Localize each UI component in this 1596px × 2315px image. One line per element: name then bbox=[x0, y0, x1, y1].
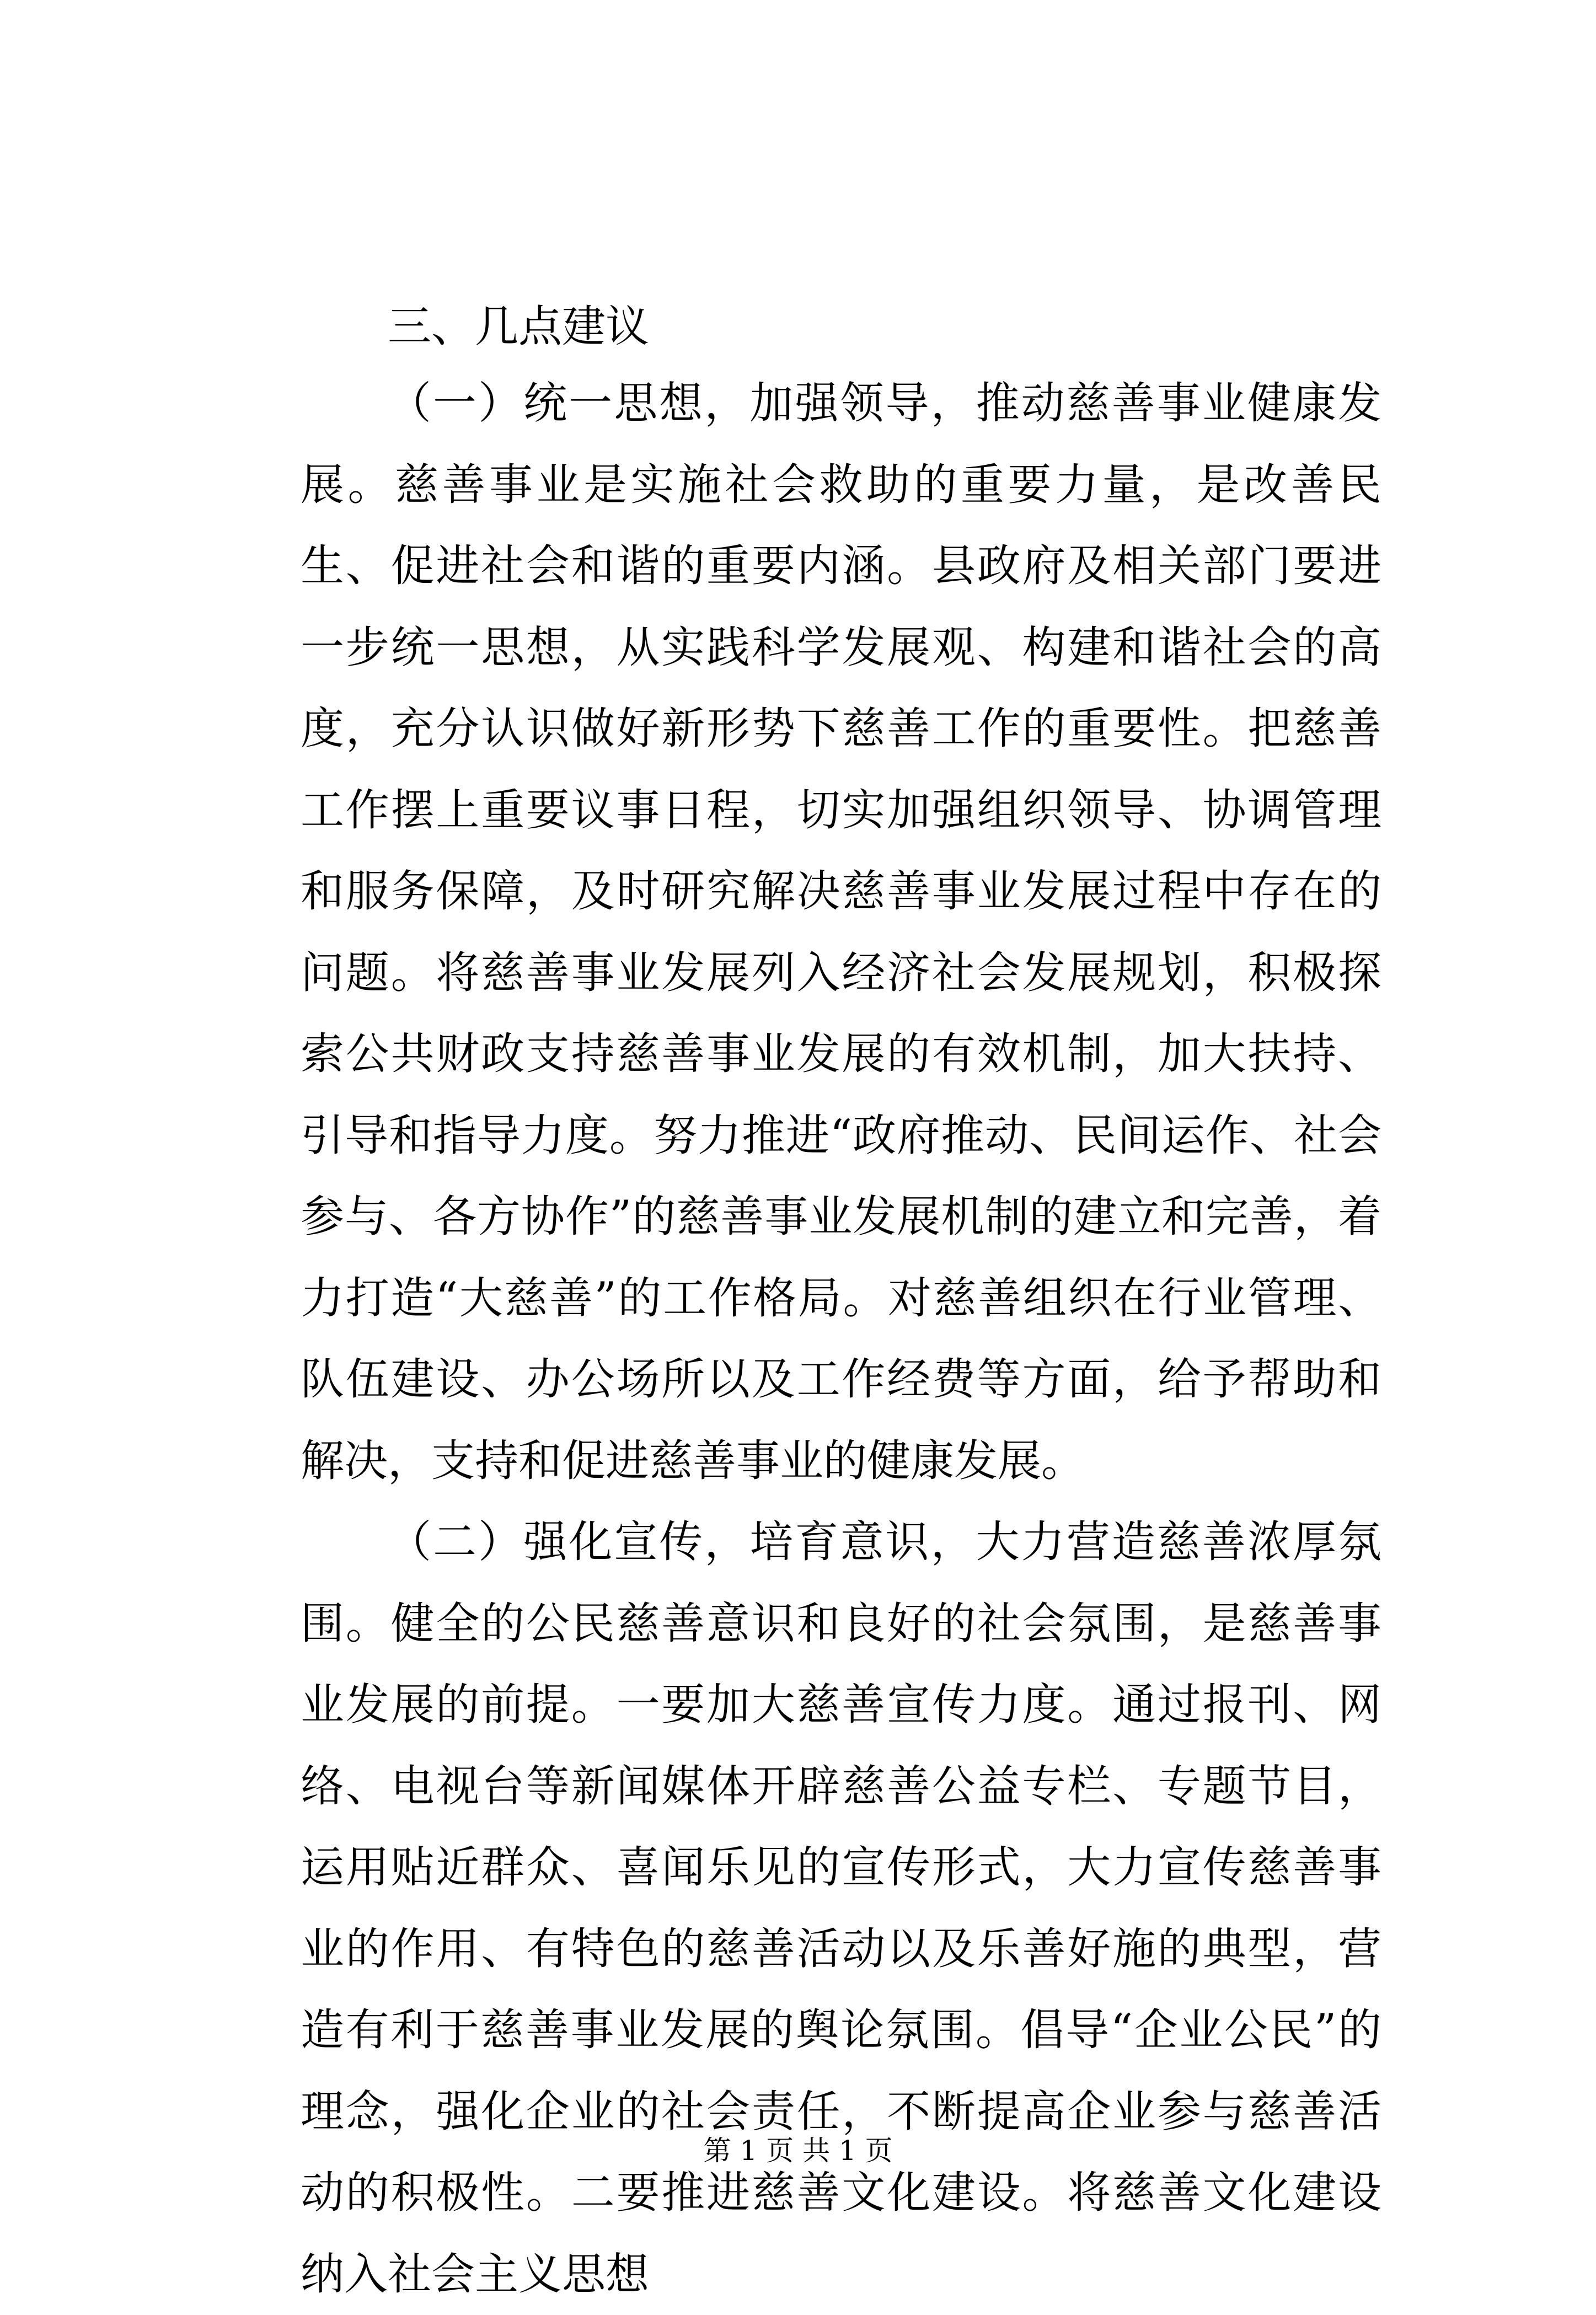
section-heading: 三、几点建议 bbox=[388, 301, 649, 352]
paragraph-2: （二）强化宣传，培育意识，大力营造慈善浓厚氛围。健全的公民慈善意识和良好的社会氛围，是慈善事业发展的前提。一要加大慈善宣传力度。通过报刊、网络、电视台等新闻媒体开辟慈善公益专栏、专题节目，运用贴近群众、喜闻乐见的宣传形式，大力宣传慈善事业的作用、有特色的慈善活动以及乐善好施的典型，营造有利于慈善事业发展的舆论氛围。倡导“企业公民”的理念，强化企业的社会责任，不断提高企业参与慈善活动的积极性。二要推进慈善文化建设。将慈善文化建设纳入社会主义思想 bbox=[301, 1516, 1381, 2300]
document-body bbox=[301, 290, 1381, 2315]
paragraph-1: （一）统一思想，加强领导，推动慈善事业健康发展。慈善事业是实施社会救助的重要力量，是改善民生、促进社会和谐的重要内涵。县政府及相关部门要进一步统一思想，从实践科学发展观、构建和谐社会的高度，充分认识做好新形势下慈善工作的重要性。把慈善工作摆上重要议事日程，切实加强组织领导、协调管理和服务保障，及时研究解决慈善事业发展过程中存在的问题。将慈善事业发展列入经济社会发展规划，积极探索公共财政支持慈善事业发展的有效机制，加大扶持、引导和指导力度。努力推进“政府推动、民间运作、社会参与、各方协作”的慈善事业发展机制的建立和完善，着力打造“大慈善”的工作格局。对慈善组织在行业管理、队伍建设、办公场所以及工作经费等方面，给予帮助和解决，支持和促进慈善事业的健康发展。 bbox=[301, 378, 1381, 1486]
page-footer: 第 1 页 共 1 页 bbox=[703, 2135, 893, 2167]
